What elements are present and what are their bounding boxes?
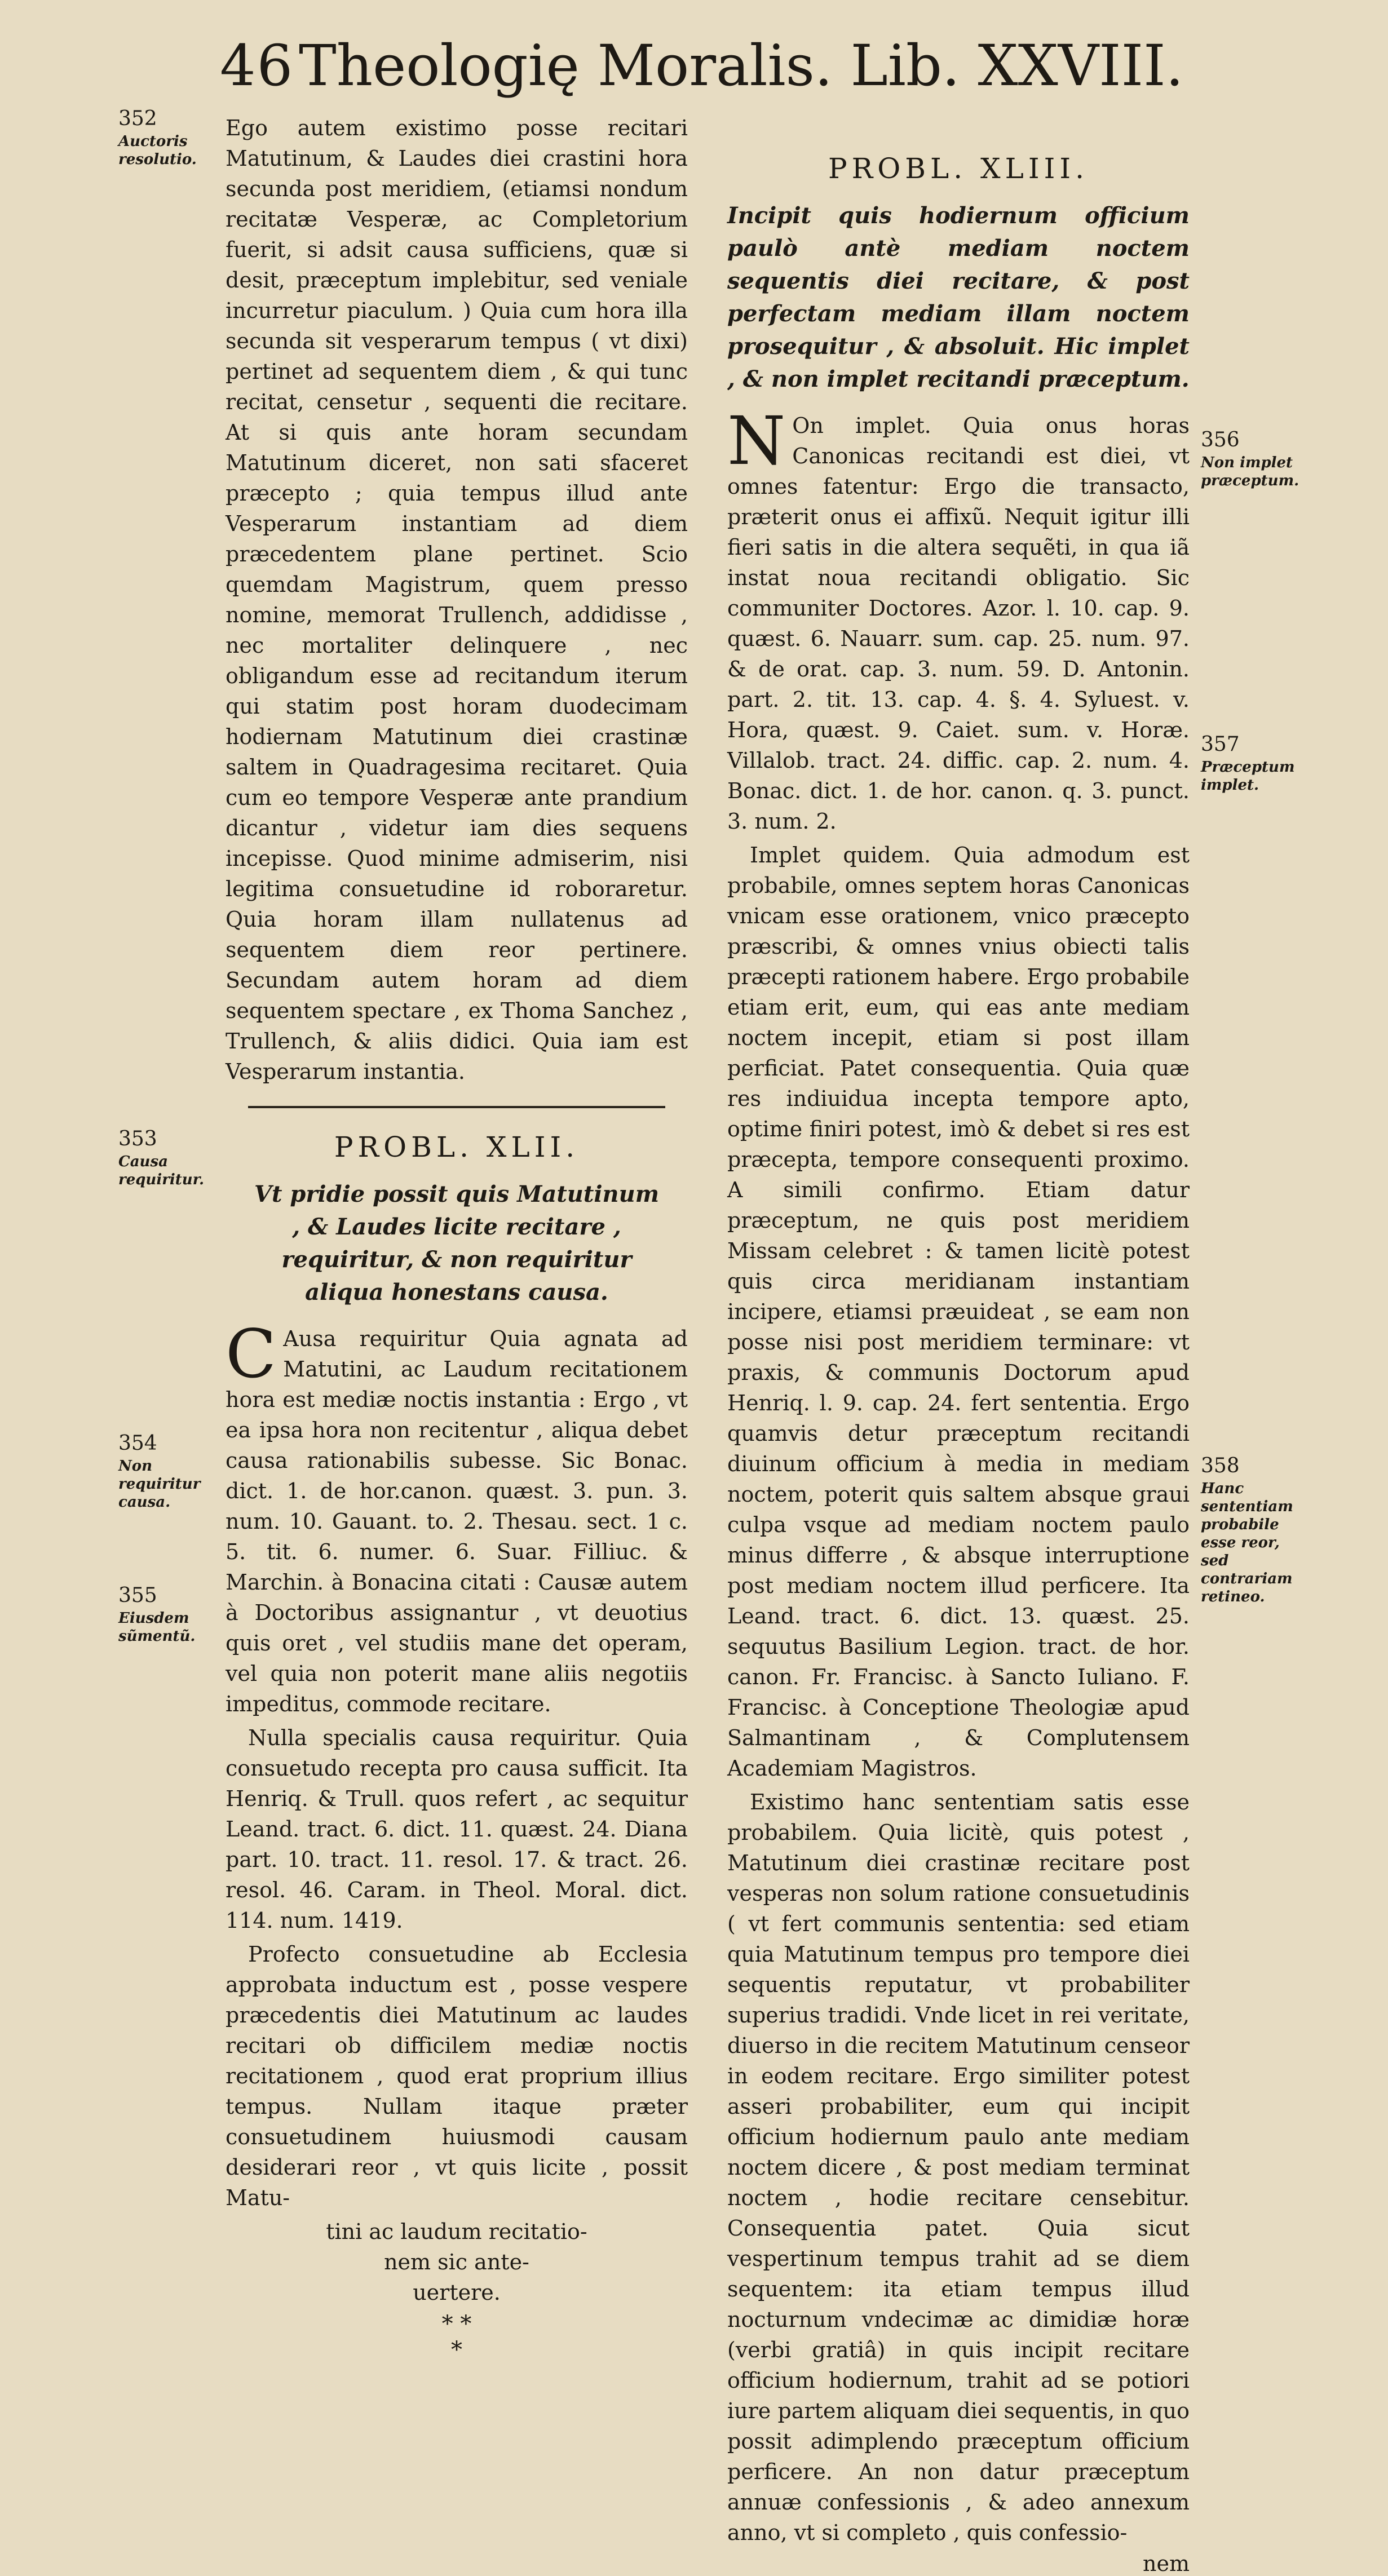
tapered-line: nem sic ante- bbox=[384, 2250, 529, 2274]
paragraph-text: Ausa requiritur Quia agnata ad Matutini, ac Laudum recitationem hora est mediæ noctis instantia : Ergo , vt ea ipsa hora non recitentur , aliqua debet causa rationabilis subesse. Sic Bonac. dict. 1. de hor.canon. quæst. 3. pun. 3. num. 10. Gauant. to. 2. Thesau. sect. 1 c. 5. tit. 6. numer. 6. Suar. Filliuc. & Marchin. à Bonacina citati : Causæ autem à Doctoribus assignantur , vt deuotius quis oret , vel studiis mane det operam, vel quia non poterit mane aliis negotiis impeditus, commode recitare. bbox=[226, 1326, 688, 1716]
paragraph-358: Existimo hanc sententiam satis esse probabilem. Quia licitè, quis potest , Matutinum diei crastinæ recitare post vesperas non solum ratione consuetudinis ( vt fert communis sententia: sed etiam quia Matutinum tempus pro tempore diei sequentis reputatur, vt probabiliter superius tradidi. Vnde licet in rei veritate, diuerso in die recitem Matutinum censeor in eodem recitare. Ergo similiter potest asseri probabiliter, eum qui incipit officium hodiernum paulo ante mediam noctem dicere , & post mediam terminat noctem , hodie recitare censebitur. Consequentia patet. Quia sicut vespertinum tempus trahit ad se diem sequentem: ita etiam tempus illud nocturnum vndecimæ ac dimidiæ horæ (verbi gratiâ) in quis incipit recitare officium hodiernum, trahit ad se potiori iure partem aliquam diei sequentis, in quo possit adimplendo præceptum officium perficere. An non datur præceptum annuæ confessionis , & adeo annexum anno, vt si completo , quis confessio- bbox=[727, 1790, 1190, 2545]
margin-note-355 bbox=[118, 1584, 220, 1645]
margin-note-number: 355 bbox=[118, 1584, 157, 1607]
margin-note-number: 356 bbox=[1201, 428, 1240, 452]
page-header bbox=[220, 27, 1184, 106]
margin-note-358 bbox=[1201, 1454, 1297, 1606]
problem-heading: PROBL. XLII. bbox=[334, 1131, 580, 1163]
margin-note-number: 354 bbox=[118, 1432, 157, 1455]
catchword: nem bbox=[1143, 2551, 1190, 2576]
paragraph-355: Profecto consuetudine ab Ecclesia approbata inductum est , posse vespere præcedentis diei Matutinum ac laudes recitari ob difficilem mediæ noctis recitationem , quod erat proprium illius tempus. Nullam itaque præter consuetudinem huiusmodi causam desiderari reor , vt quis licite , possit Matu- bbox=[226, 1942, 688, 2210]
running-title: Theologię Moralis. Lib. XXVIII. bbox=[299, 33, 1184, 99]
margin-note-354 bbox=[118, 1432, 220, 1511]
left-column bbox=[226, 113, 688, 2363]
tapered-line: tini ac laudum recitatio- bbox=[326, 2219, 587, 2244]
page-number: 46 bbox=[220, 33, 294, 99]
margin-note-text: Causa requiritur. bbox=[118, 1153, 205, 1188]
paragraph-353 bbox=[226, 1315, 688, 1719]
margin-note-357 bbox=[1201, 733, 1297, 794]
margin-note-text: Hanc sententiam probabile esse reor, sed contrariam retineo. bbox=[1201, 1480, 1293, 1605]
margin-note-number: 353 bbox=[118, 1127, 157, 1150]
margin-note-text: Præceptum implet. bbox=[1201, 759, 1295, 794]
paragraph-text: On implet. Quia onus horas Canonicas recitandi est diei, vt omnes fatentur: Ergo die transacto, præterit onus ei affixũ. Nequit igitur illi fieri satis in die altera sequẽti, in qua iã instat noua recitandi obligatio. Sic communiter Doctores. Azor. l. 10. cap. 9. quæst. 6. Nauarr. sum. cap. 25. num. 97. & de orat. cap. 3. num. 59. D. Antonin. part. 2. tit. 13. cap. 4. §. 4. Syluest. v. Hora, quæst. 9. Caiet. sum. v. Horæ. Villalob. tract. 24. diffic. cap. 2. num. 4. Bonac. dict. 1. de hor. canon. q. 3. punct. 3. num. 2. bbox=[727, 413, 1190, 834]
margin-note-text: Auctoris resolutio. bbox=[118, 133, 197, 168]
margin-note-text: Eiusdem sũmentũ. bbox=[118, 1610, 196, 1645]
drop-cap: C bbox=[226, 1315, 277, 1393]
tapered-line: uertere. bbox=[413, 2280, 501, 2305]
paragraph-356 bbox=[727, 402, 1190, 836]
problem-title: Incipit quis hodiernum officium paulò antè mediam noctem sequentis diei recitare, & post perfectam mediam illam noctem prosequitur , & absoluit. Hic implet , & non implet recitandi præceptum. bbox=[727, 202, 1190, 392]
paragraph-352: Ego autem existimo posse recitari Matutinum, & Laudes diei crastini hora secunda post meridiem, (etiamsi nondum recitatæ Vesperæ, ac Completorium fuerit, si adsit causa sufficiens, quæ si desit, præceptum implebitur, sed veniale incurretur piaculum. ) Quia cum hora illa secunda sit vesperarum tempus ( vt dixi) pertinet ad sequentem diem , & qui tunc recitat, censetur , sequenti die recitare. At si quis ante horam secundam Matutinum diceret, non sati sfaceret præcepto ; quia tempus illud ante Vesperarum instantiam ad diem præcedentem plane pertinet. Scio quemdam Magistrum, quem presso nomine, memorat Trullench, addidisse , nec mortaliter delinquere , nec obligandum esse ad recitandum iterum qui statim post horam duodecimam hodiernam Matutinum diei crastinæ saltem in Quadragesima recitaret. Quia cum eo tempore Vesperæ ante prandium dicantur , videtur iam dies sequens incepisse. Quod minime admiserim, nisi legitima consuetudine id roboraretur. Quia horam illam nullatenus ad sequentem diem reor pertinere. Secundam autem horam ad diem sequentem spectare , ex Thoma Sanchez , Trullench, & aliis didici. Quia iam est Vesperarum instantia. bbox=[226, 116, 688, 1084]
drop-cap: N bbox=[727, 402, 786, 480]
margin-note-number: 358 bbox=[1201, 1454, 1240, 1477]
problem-heading: PROBL. XLIII. bbox=[828, 152, 1089, 185]
paragraph-354: Nulla specialis causa requiritur. Quia consuetudo recepta pro causa sufficit. Ita Henriq. & Trull. quos refert , ac sequitur Leand. tract. 6. dict. 11. quæst. 24. Diana part. 10. tract. 11. resol. 17. & tract. 26. resol. 46. Caram. in Theol. Moral. dict. 114. num. 1419. bbox=[226, 1725, 688, 1933]
problem-title: Vt pridie possit quis Matutinum , & Laudes licite recitare , requiritur, & non requiritur aliqua honestans causa. bbox=[254, 1181, 660, 1305]
margin-note-text: Non requiritur causa. bbox=[118, 1458, 201, 1511]
end-ornament: * * * bbox=[441, 2311, 472, 2363]
margin-note-353 bbox=[118, 1127, 220, 1189]
margin-note-356 bbox=[1201, 428, 1297, 490]
paragraph-357: Implet quidem. Quia admodum est probabile, omnes septem horas Canonicas vnicam esse orationem, vnico præcepto præscribi, & omnes vnius obiecti talis præcepti rationem habere. Ergo probabile etiam erit, eum, qui eas ante mediam noctem incepit, etiam si post illam perficiat. Patet consequentia. Quia quæ res indiuidua incepta tempore apto, optime finiri potest, imò & debet si res est præcepta, tempore consequenti proximo. A simili confirmo. Etiam datur præceptum, ne quis post meridiem Missam celebret : & tamen licitè potest quis circa meridianam instantiam incipere, etiamsi præuideat , se eam non posse nisi post meridiem terminare: vt praxis, & communis Doctorum apud Henriq. l. 9. cap. 24. fert sententia. Ergo quamvis detur præceptum recitandi diuinum officium à media in mediam noctem, poterit quis saltem absque graui culpa vsque ad mediam noctem paulo minus differre , & absque interruptione post mediam noctem illud perficere. Ita Leand. tract. 6. dict. 13. quæst. 25. sequutus Basilium Legion. tract. de hor. canon. Fr. Francisc. à Sancto Iuliano. F. Francisc. à Conceptione Theologiæ apud Salmantinam , & Complutensem Academiam Magistros. bbox=[727, 843, 1190, 1781]
right-column bbox=[727, 141, 1190, 2576]
margin-note-text: Non implet præceptum. bbox=[1201, 454, 1299, 489]
margin-note-number: 357 bbox=[1201, 733, 1240, 756]
margin-note-number: 352 bbox=[118, 107, 157, 130]
section-divider bbox=[248, 1106, 665, 1108]
margin-note-352 bbox=[118, 107, 220, 169]
